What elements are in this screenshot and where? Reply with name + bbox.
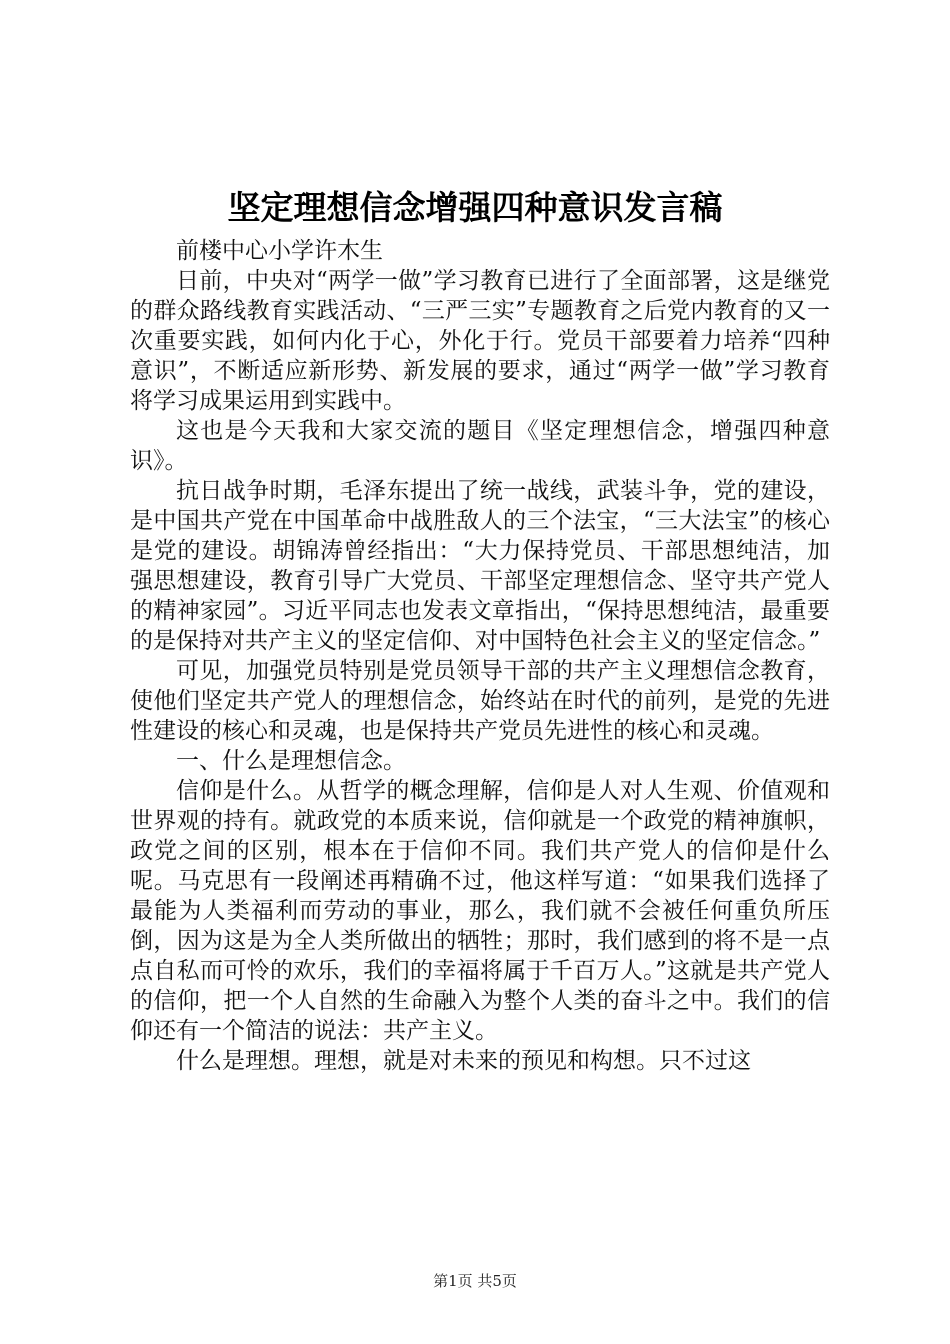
page-number-footer: 第1页 共5页: [433, 1272, 517, 1290]
paragraph: 可见，加强党员特别是党员领导干部的共产主义理想信念教育，使他们坚定共产党人的理想信念，始终站在时代的前列，是党的先进性建设的核心和灵魂，也是保持共产党员先进性的核心和灵魂。: [130, 658, 830, 744]
paragraph: 信仰是什么。从哲学的概念理解，信仰是人对人生观、价值观和世界观的持有。就政党的本质来说，信仰就是一个政党的精神旗帜，政党之间的区别，根本在于信仰不同。我们共产党人的信仰是什么呢。马克思有一段阐述再精确不过，他这样写道：“如果我们选择了最能为人类福利而劳动的事业，那么，我们就不会被任何重负所压倒，因为这是为全人类所做出的牺牲；那时，我们感到的将不是一点点自私而可怜的欢乐，我们的幸福将属于千百万人。”这就是共产党人的信仰，把一个人自然的生命融入为整个人类的奋斗之中。我们的信仰还有一个简洁的说法：共产主义。: [130, 778, 830, 1044]
paragraph: 什么是理想。理想，就是对未来的预见和构想。只不过这: [176, 1048, 751, 1074]
document-title: 坚定理想信念增强四种意识发言稿: [227, 188, 723, 227]
section-heading: 一、什么是理想信念。: [176, 748, 406, 774]
author-line: 前楼中心小学许木生: [176, 238, 383, 264]
document-body: [130, 236, 830, 1076]
paragraph: 抗日战争时期，毛泽东提出了统一战线，武装斗争，党的建设，是中国共产党在中国革命中战胜敌人的三个法宝，“三大法宝”的核心是党的建设。胡锦涛曾经指出：“大力保持党员、干部思想纯洁，加强思想建设，教育引导广大党员、干部坚定理想信念、坚守共产党人的精神家园”。习近平同志也发表文章指出，“保持思想纯洁，最重要的是保持对共产主义的坚定信仰、对中国特色社会主义的坚定信念。”: [130, 478, 830, 654]
paragraph: 这也是今天我和大家交流的题目《坚定理想信念，增强四种意识》。: [130, 418, 830, 474]
paragraph: 日前，中央对“两学一做”学习教育已进行了全面部署，这是继党的群众路线教育实践活动、“三严三实”专题教育之后党内教育的又一次重要实践，如何内化于心，外化于行。党员干部要着力培养“四种意识”，不断适应新形势、新发展的要求，通过“两学一做”学习教育将学习成果运用到实践中。: [130, 268, 830, 414]
